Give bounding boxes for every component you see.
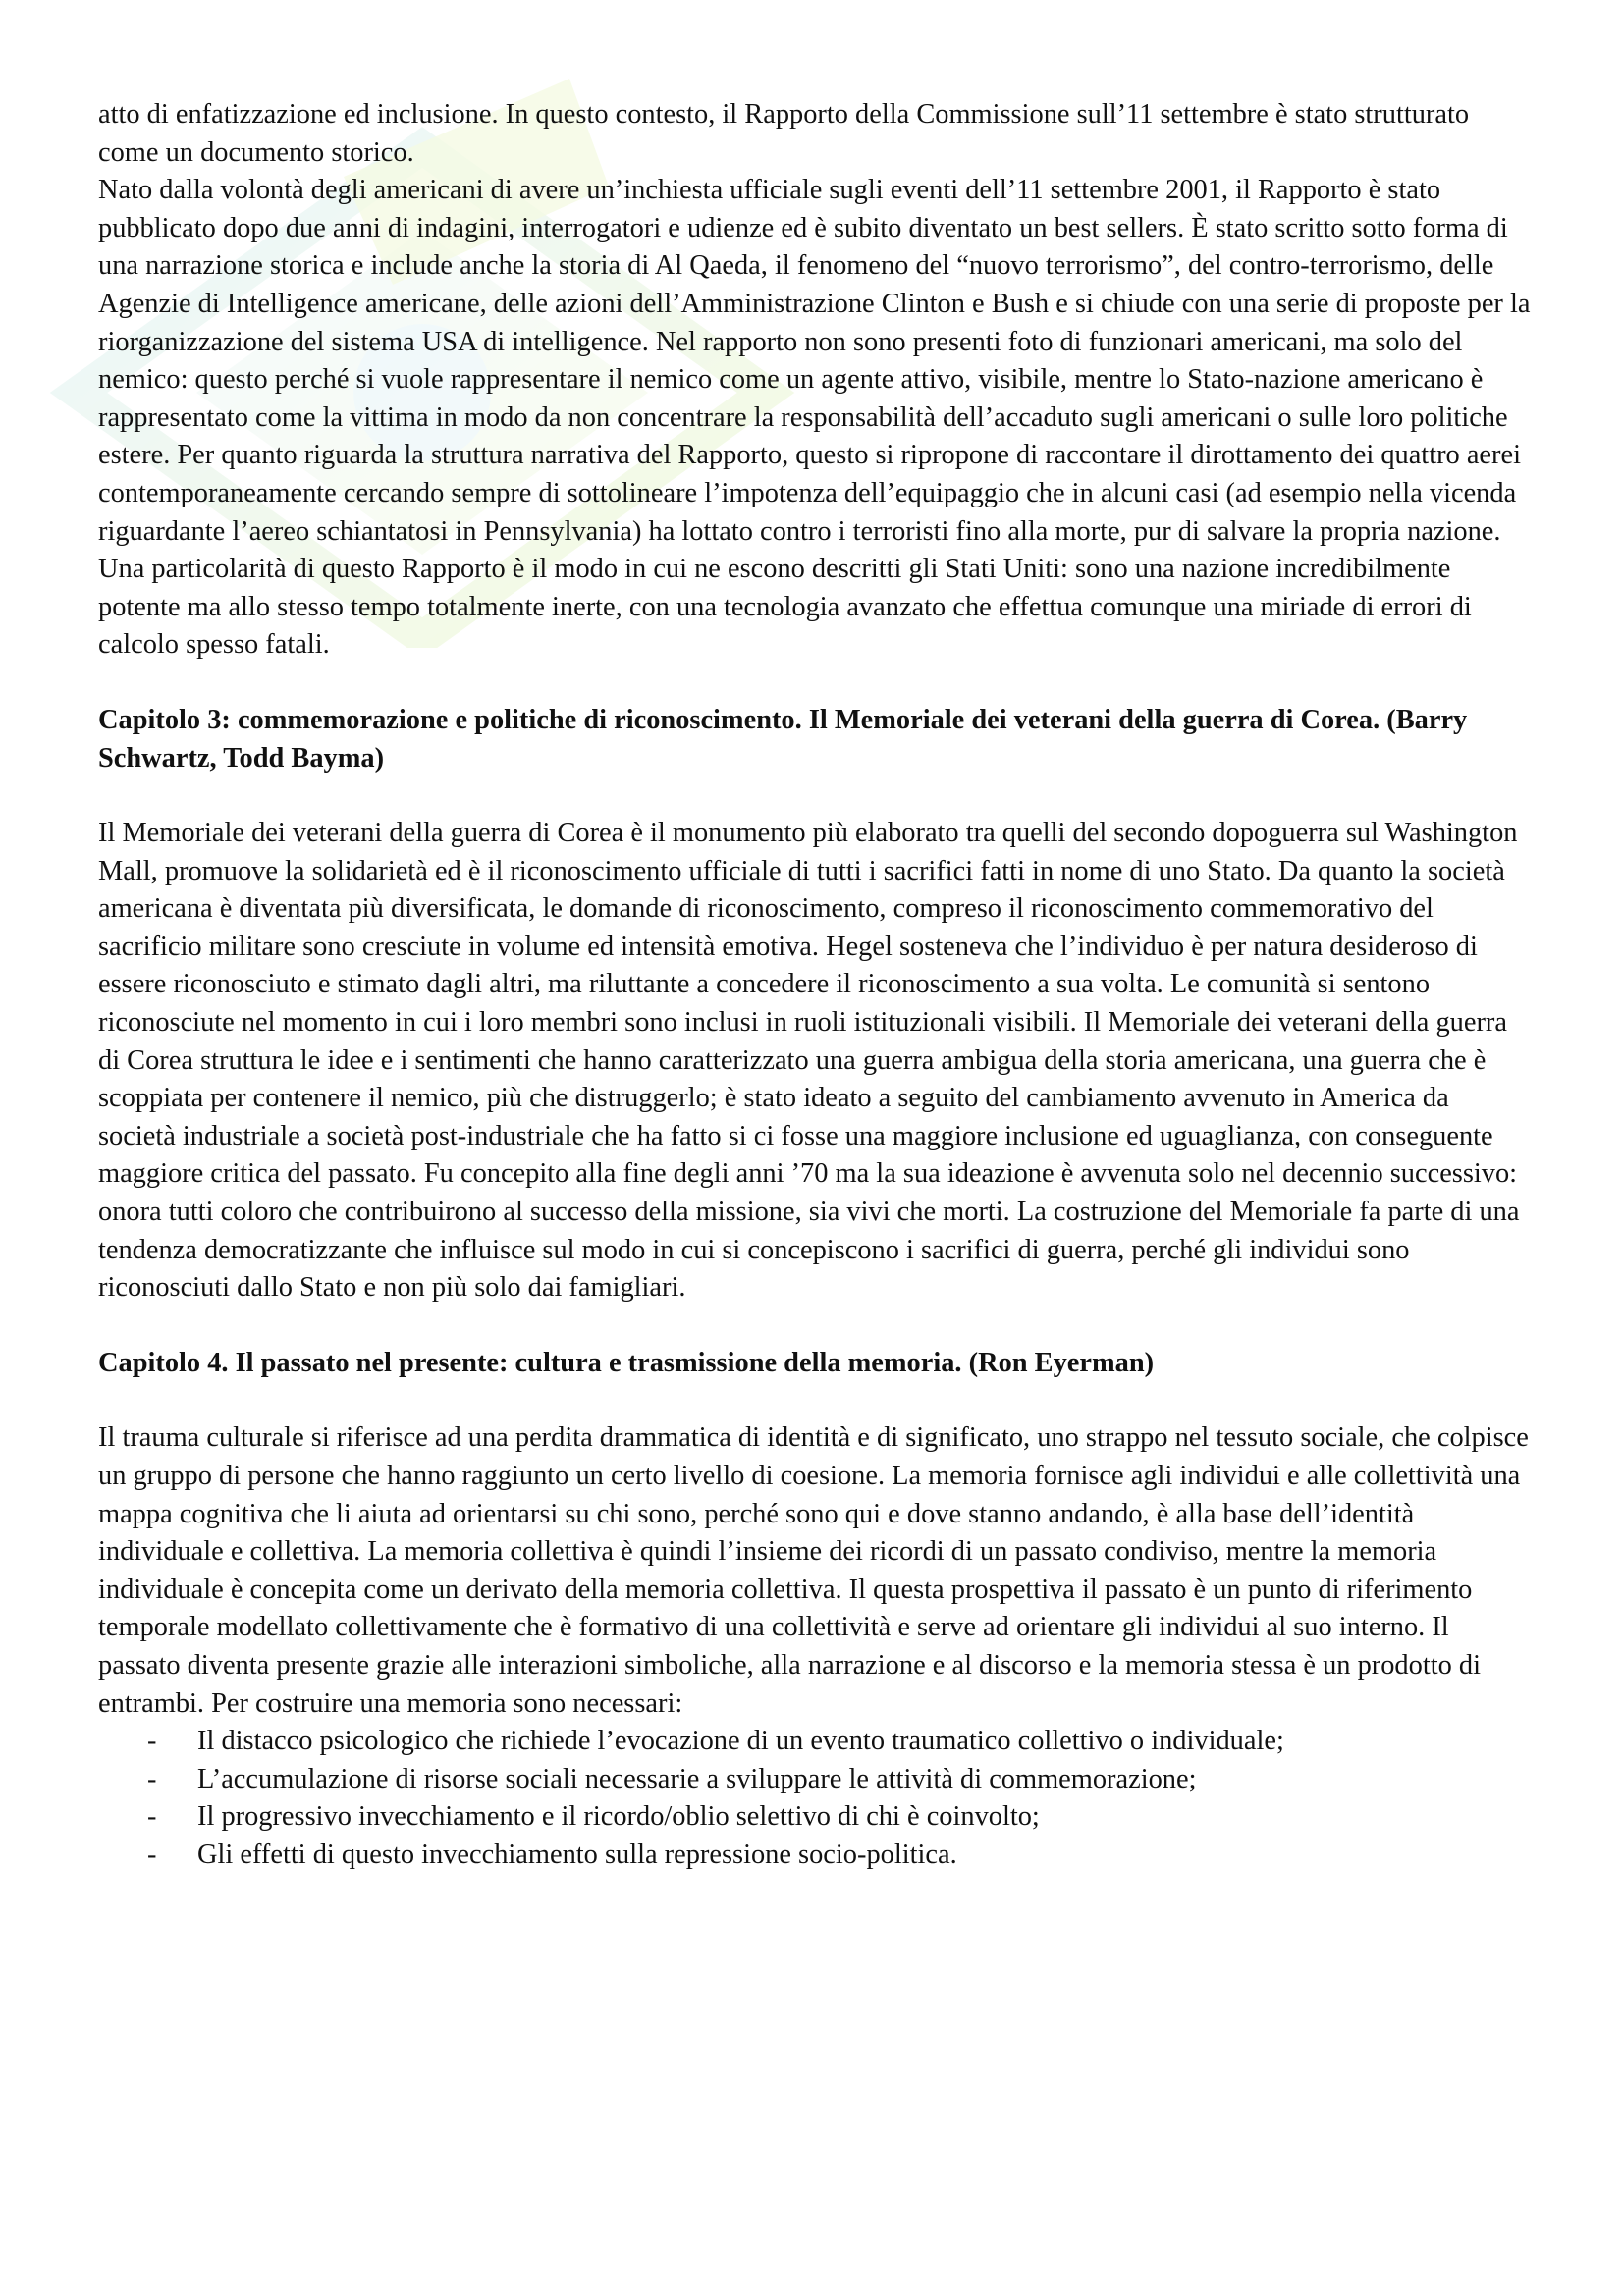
list-item: - Il distacco psicologico che richiede l’evocazione di un evento traumatico collettivo o individuale; <box>98 1723 1532 1761</box>
chapter3-heading: Capitolo 3: commemorazione e politiche di riconoscimento. Il Memoriale dei veterani della guerra di Corea. (Barry Schwartz, Todd Bayma) <box>98 704 1468 774</box>
chapter3-paragraph: Il Memoriale dei veterani della guerra di Corea è il monumento più elaborato tra quelli del secondo dopoguerra sul Washington Mall, promuove la solidarietà ed è il riconoscimento ufficiale di tutti i sacrifici fatti in nome di uno Stato. Da quanto la società americana è diventata più diversificata, le domande di riconoscimento, compreso il riconoscimento commemorativo del sacrificio militare sono cresciute in volume ed intensità emotiva. Hegel sosteneva che l’individuo è per natura desideroso di essere riconosciuto e stimato dagli altri, ma riluttante a concedere il riconoscimento a sua volta. Le comunità si sentono riconosciute nel momento in cui i loro membri sono inclusi in ruoli istituzionali visibili. Il Memoriale dei veterani della guerra di Corea struttura le idee e i sentimenti che hanno caratterizzato una guerra ambigua della storia americana, una guerra che è scoppiata per contenere il nemico, più che distruggerlo; è stato ideato a seguito del cambiamento avvenuto in America da società industriale a società post-industriale che ha fatto si ci fosse una maggiore inclusione ed uguaglianza, con conseguente maggiore critica del passato. Fu concepito alla fine degli anni ’70 ma la sua ideazione è avvenuta solo nel decennio successivo: onora tutti coloro che contribuirono al successo della missione, sia vivi che morti. La costruzione del Memoriale fa parte di una tendenza democratizzante che influisce sul modo in cui si concepiscono i sacrifici di guerra, perché gli individui sono riconosciuti dallo Stato e non più solo dai famigliari. <box>98 818 1520 1304</box>
list-item: - L’accumulazione di risorse sociali necessarie a sviluppare le attività di commemorazione; <box>98 1761 1532 1799</box>
list-item: - Il progressivo invecchiamento e il ricordo/oblio selettivo di chi è coinvolto; <box>98 1798 1532 1837</box>
chapter4-paragraph: Il trauma culturale si riferisce ad una perdita drammatica di identità e di significato, uno strappo nel tessuto sociale, che colpisce un gruppo di persone che hanno raggiunto un certo livello di coesione. La memoria fornisce agli individui e alle collettività una mappa cognitiva che li aiuta ad orientarsi su chi sono, perché sono qui e dove stanno andando, è alla base dell’identità individuale e collettiva. La memoria collettiva è quindi l’insieme dei ricordi di un passato condiviso, mentre la memoria individuale è concepita come un derivato della memoria collettiva. Il questa prospettiva il passato è un punto di riferimento temporale modellato collettivamente che è formativo di una collettività e serve ad orientare gli individui al suo interno. Il passato diventa presente grazie alle interazioni simboliche, alla narrazione e al discorso e la memoria stessa è un prodotto di entrambi. Per costruire una memoria sono necessari: <box>98 1422 1529 1719</box>
requirements-list <box>98 1723 1532 1874</box>
document-page <box>98 96 1532 1875</box>
intro-paragraph-2: Nato dalla volontà degli americani di avere un’inchiesta ufficiale sugli eventi dell’11 settembre 2001, il Rapporto è stato pubblicato dopo due anni di indagini, interrogatori e udienze ed è subito diventato un best sellers. È stato scritto sotto forma di una narrazione storica e include anche la storia di Al Qaeda, il fenomeno del “nuovo terrorismo”, del contro-terrorismo, delle Agenzie di Intelligence americane, delle azioni dell’Amministrazione Clinton e Bush e si chiude con una serie di proposte per la riorganizzazione del sistema USA di intelligence. Nel rapporto non sono presenti foto di funzionari americani, ma solo del nemico: questo perché si vuole rappresentare il nemico come un agente attivo, visibile, mentre lo Stato-nazione americano è rappresentato come la vittima in modo da non concentrare la responsabilità dell’accaduto sugli americani o sulle loro politiche estere. Per quanto riguarda la struttura narrativa del Rapporto, questo si ripropone di raccontare il dirottamento dei quattro aerei contemporaneamente cercando sempre di sottolineare l’impotenza dell’equipaggio che in alcuni casi (ad esempio nella vicenda riguardante l’aereo schiantatosi in Pennsylvania) ha lottato contro i terroristi fino alla morte, pur di salvare la propria nazione. Una particolarità di questo Rapporto è il modo in cui ne escono descritti gli Stati Uniti: sono una nazione incredibilmente potente ma allo stesso tempo totalmente inerte, con una tecnologia avanzato che effettua comunque una miriade di errori di calcolo spesso fatali. <box>98 175 1531 661</box>
list-item: - Gli effetti di questo invecchiamento sulla repressione socio-politica. <box>98 1837 1532 1875</box>
chapter4-heading: Capitolo 4. Il passato nel presente: cultura e trasmissione della memoria. (Ron Eyerman) <box>98 1347 1155 1378</box>
intro-paragraph-1: atto di enfatizzazione ed inclusione. In questo contesto, il Rapporto della Commissione sull’11 settembre è stato strutturato come un documento storico. <box>98 99 1470 168</box>
